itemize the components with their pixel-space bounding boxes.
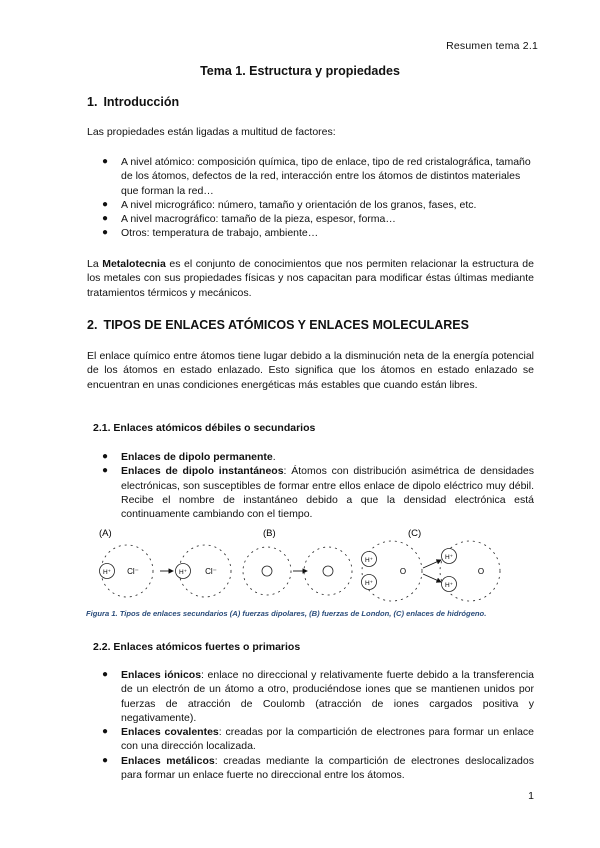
attraction-arrow: [423, 574, 441, 582]
svg-text:H⁺: H⁺: [444, 554, 454, 561]
figure-label-c: (C): [408, 528, 422, 539]
figure-1-secondary-bonds: [85, 524, 525, 606]
section-1-intro: Las propiedades están ligadas a multitud de factores:: [87, 126, 336, 138]
list-item: ● Enlaces covalentes: creadas por la compartición de electrones para formar un enlace con una dirección localizada.: [102, 726, 535, 753]
section-1-title: Introducción: [103, 95, 180, 109]
bullet-icon: ●: [102, 465, 109, 477]
list-item: ● A nivel atómico: composición química, tipo de enlace, tipo de red cristalográfica, tamaño de los átomos, defectos de la red, interacción entre los átomos de distintos materiales que forman la red…: [102, 156, 531, 197]
water-molecule-c1: [362, 541, 423, 601]
svg-text:O: O: [477, 567, 485, 576]
svg-text:Cl⁻: Cl⁻: [205, 567, 217, 576]
svg-text:Cl⁻: Cl⁻: [127, 567, 139, 576]
list-item: ● Otros: temperatura de trabajo, ambiente…: [102, 227, 319, 240]
bullet-icon: ●: [102, 198, 109, 210]
section-1-number: 1.: [87, 95, 98, 109]
svg-text:H⁺: H⁺: [364, 557, 374, 564]
london-atom-b2: [304, 547, 352, 595]
attraction-arrow: [423, 560, 441, 568]
bullet-icon: ●: [102, 754, 109, 766]
list-item: ● Enlaces iónicos: enlace no direccional y relativamente fuerte debido a la transferencia de un electrón de un átomo a otro, produciéndose iones que se mantienen unidos por fuerzas de atracción de Coulomb (atracción de iones cargados positiva y negativamente).: [102, 669, 534, 724]
list-item: ● A nivel macrográfico: tamaño de la pieza, espesor, forma…: [102, 213, 396, 226]
section-2-title: TIPOS DE ENLACES ATÓMICOS Y ENLACES MOLECULARES: [103, 318, 469, 332]
water-molecule-c2: [440, 541, 500, 601]
section-1-bullet-list: [102, 155, 534, 241]
running-header: Resumen tema 2.1: [446, 40, 538, 52]
section-2-paragraph: El enlace químico entre átomos tiene lugar debido a la disminución neta de la energía potencial de los átomos en estado enlazado. Esto significa que los átomos en estado enlazado se encuentran en unas condiciones energéticas más estables que cuando están libres.: [87, 350, 534, 391]
svg-text:H⁺: H⁺: [102, 569, 112, 576]
document-title: Tema 1. Estructura y propiedades: [200, 64, 400, 78]
list-item: ● Enlaces de dipolo instantáneos: Átomos con distribución asimétrica de densidades electrónicas, son susceptibles de formar entre ellos enlace de dipolo eléctrico muy débil. Recibe el nombre de instantáneo debido a que la densidad electrónica está continuamente cambiando con el tiempo.: [102, 465, 535, 521]
section-2-heading: [87, 318, 469, 332]
bullet-icon: ●: [102, 451, 109, 462]
dipole-molecule-a1: [100, 545, 154, 597]
section-2-number: 2.: [87, 318, 98, 332]
london-atom-b1: [243, 547, 291, 595]
figure-label-a: (A): [99, 528, 112, 539]
list-item: ● Enlaces de dipolo permanente.: [102, 451, 276, 463]
list-item: ● A nivel micrográfico: número, tamaño y orientación de los granos, fases, etc.: [102, 198, 477, 211]
page-number: 1: [528, 790, 534, 802]
bullet-icon: ●: [102, 669, 109, 680]
figure-label-b: (B): [263, 528, 276, 539]
subsection-2-1-list: [102, 450, 535, 521]
svg-text:H⁺: H⁺: [444, 582, 454, 589]
bullet-icon: ●: [102, 726, 109, 738]
svg-text:H⁺: H⁺: [178, 569, 188, 576]
section-1-heading: [87, 95, 179, 109]
figure-1-caption: Figura 1. Tipos de enlaces secundarios (A) fuerzas dipolares, (B) fuerzas de London, (C) enlaces de hidrógeno.: [86, 609, 487, 618]
bullet-icon: ●: [102, 156, 109, 167]
list-item: ● Enlaces metálicos: creadas mediante la compartición de electrones deslocalizados para formar un enlace fuerte no direccional entre los átomos.: [102, 754, 534, 782]
metalotecnia-paragraph: La Metalotecnia es el conjunto de conocimientos que nos permiten relacionar la estructura de los metales con sus propiedades físicas y nos capacitan para modificar éstas últimas mediante tratamientos térmicos y mecánicos.: [87, 258, 534, 299]
subsection-2-2-heading: 2.2. Enlaces atómicos fuertes o primarios: [93, 641, 301, 653]
bullet-icon: ●: [102, 213, 109, 225]
svg-text:H⁺: H⁺: [364, 580, 374, 587]
metalotecnia-term: Metalotecnia: [102, 258, 166, 270]
dipole-molecule-a2: [176, 545, 232, 597]
svg-text:O: O: [399, 567, 407, 576]
subsection-2-2-list: [102, 668, 535, 782]
bullet-icon: ●: [102, 227, 109, 239]
subsection-2-1-heading: 2.1. Enlaces atómicos débiles o secundarios: [93, 422, 316, 434]
